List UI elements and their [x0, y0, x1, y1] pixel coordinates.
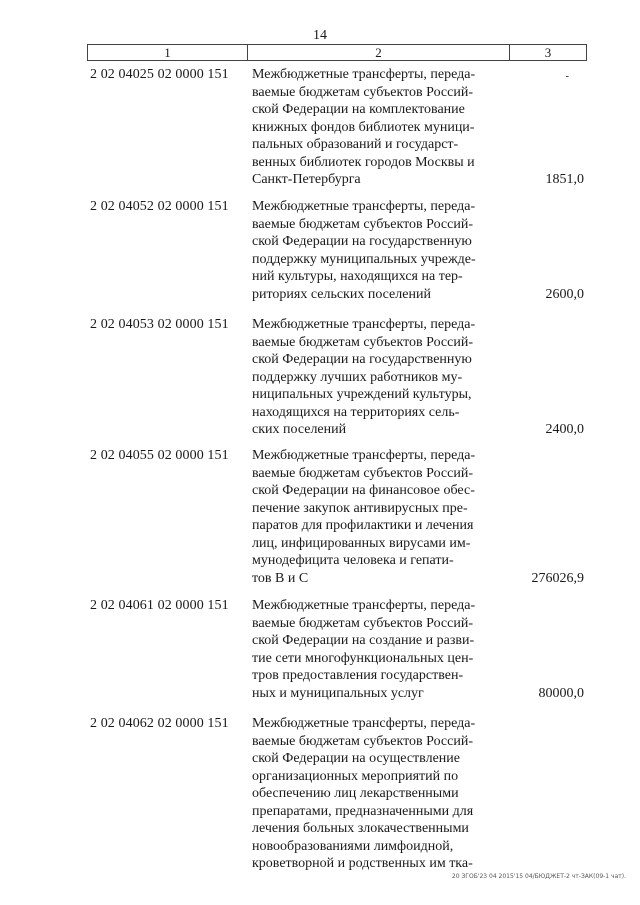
page-number: 14	[313, 28, 327, 43]
header-col-1: 1	[88, 45, 248, 60]
row-amount: 2600,0	[545, 287, 584, 302]
document-footer: 20 ЗГОБ'23 04 2015'15 04/БЮДЖЕТ-2 чт-ЗАК(09-1 чат).	[451, 873, 626, 880]
budget-code: 2 02 04053 02 0000 151	[90, 317, 229, 332]
row-description: Межбюджетные трансферты, переда- ваемые бюджетам субъектов Россий- ской Федерации на комплектование книжных фондов библиотек муници- пальных образований и государст- венных библиотек городов Москвы и Санкт-Петербурга	[252, 67, 476, 187]
row-description: Межбюджетные трансферты, переда- ваемые бюджетам субъектов Россий- ской Федерации на государственную поддержку лучших работников му- ниципальных учреждений культуры, находящихся на территориях сель- ских поселений	[252, 317, 476, 437]
table-header	[87, 44, 587, 61]
budget-code: 2 02 04061 02 0000 151	[90, 598, 229, 613]
row-description: Межбюджетные трансферты, переда- ваемые бюджетам субъектов Россий- ской Федерации на создание и разви- тие сети многофункциональных цен- тров предоставления государствен- ных и муниципальных услуг	[252, 598, 476, 701]
row-description: Межбюджетные трансферты, переда- ваемые бюджетам субъектов Россий- ской Федерации на финансовое обес- печение закупок антивирусных пре- паратов для профилактики и лечения лиц, инфицированных вирусами им- мунодефицита человека и гепати- тов В и С	[252, 448, 476, 586]
header-col-2: 2	[248, 45, 510, 60]
row-amount: 1851,0	[545, 172, 584, 187]
budget-code: 2 02 04025 02 0000 151	[90, 67, 229, 82]
row-description: Межбюджетные трансферты, переда- ваемые бюджетам субъектов Россий- ской Федерации на государственную поддержку муниципальных учрежде- ний культуры, находящихся на тер- риториях сельских поселений	[252, 199, 476, 302]
budget-code: 2 02 04062 02 0000 151	[90, 716, 229, 731]
budget-code: 2 02 04055 02 0000 151	[90, 448, 229, 463]
row-amount: 80000,0	[538, 686, 584, 701]
budget-code: 2 02 04052 02 0000 151	[90, 199, 229, 214]
header-col-3: 3	[544, 45, 552, 60]
row-amount: 2400,0	[545, 422, 584, 437]
row-description: Межбюджетные трансферты, переда- ваемые бюджетам субъектов Россий- ской Федерации на осуществление организационных мероприятий по обеспечению лиц лекарственными препаратами, предназначенными для лечения больных злокачественными новообразованиями лимфоидной, кроветворной и родственных им тка-	[252, 716, 476, 871]
scan-mark: -	[565, 71, 569, 82]
row-amount: 276026,9	[531, 571, 584, 586]
